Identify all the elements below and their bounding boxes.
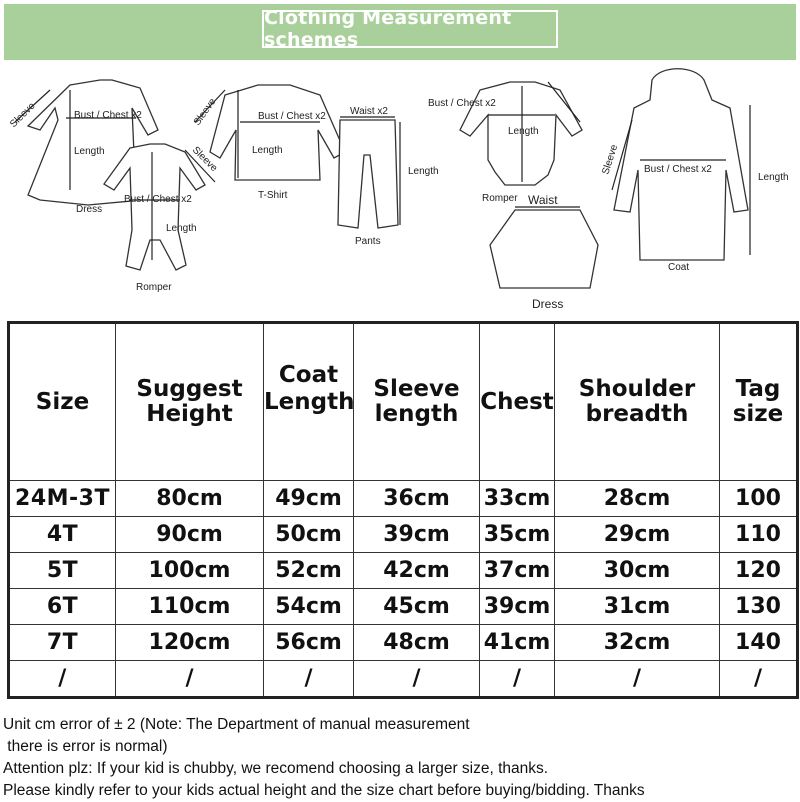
tshirt-length-label: Length	[252, 145, 283, 156]
coat-bust-label: Bust / Chest x2	[644, 164, 712, 175]
cell-height: /	[116, 661, 264, 698]
coat-sleeve-label: Sleeve	[600, 143, 621, 176]
note-line: Attention plz: If your kid is chubby, we recomend choosing a larger size, thanks.	[3, 760, 549, 777]
cell-length: 50cm	[264, 517, 354, 553]
col-size-header: Size	[9, 323, 116, 481]
pants-length-label: Length	[408, 166, 439, 177]
table-row	[9, 481, 798, 517]
tshirt-bust-label: Bust / Chest x2	[258, 111, 326, 122]
romper-length-label: Length	[166, 223, 197, 234]
cell-tag: 110	[720, 517, 798, 553]
cell-size: 7T	[9, 625, 116, 661]
cell-height: 100cm	[116, 553, 264, 589]
cell-chest: 41cm	[480, 625, 555, 661]
cell-shoulder: 32cm	[555, 625, 720, 661]
cell-sleeve: 48cm	[354, 625, 480, 661]
pants-caption: Pants	[355, 236, 381, 247]
table-row	[9, 517, 798, 553]
table-header-row	[9, 323, 798, 481]
cell-shoulder: 31cm	[555, 589, 720, 625]
size-chart-table	[7, 321, 799, 699]
cell-chest: 33cm	[480, 481, 555, 517]
cell-length: 49cm	[264, 481, 354, 517]
coat-length-label: Length	[758, 172, 789, 183]
page-title: Clothing Measurement schemes	[262, 10, 558, 48]
cell-length: 54cm	[264, 589, 354, 625]
romper-caption: Romper	[136, 282, 172, 293]
table-row	[9, 661, 798, 698]
cell-height: 90cm	[116, 517, 264, 553]
cell-shoulder: /	[555, 661, 720, 698]
col-length-header	[264, 323, 354, 481]
tshirt-sleeve-label: Sleeve	[191, 96, 219, 128]
romper-bust-label: Bust / Chest x2	[124, 194, 192, 205]
note-line: there is error is normal)	[3, 738, 168, 755]
romper-long-diagram	[104, 144, 215, 270]
col-shoulder-header: Shoulder breadth	[555, 323, 720, 481]
bodysuit-length-label: Length	[508, 126, 539, 137]
cell-length: 56cm	[264, 625, 354, 661]
bodysuit-bust-label: Bust / Chest x2	[428, 98, 496, 109]
dress-length-label: Length	[74, 146, 105, 157]
cell-sleeve: /	[354, 661, 480, 698]
cell-tag: 140	[720, 625, 798, 661]
bodysuit-caption: Romper	[482, 193, 518, 204]
col-height-header: Suggest Height	[116, 323, 264, 481]
cell-size: 4T	[9, 517, 116, 553]
skirt-caption: Dress	[532, 297, 564, 311]
dress-caption: Dress	[76, 204, 103, 215]
note-line: Unit cm error of ± 2 (Note: The Department of manual measurement	[3, 716, 470, 733]
cell-sleeve: 42cm	[354, 553, 480, 589]
col-sleeve-header: Sleeve length	[354, 323, 480, 481]
romper-sleeve-label: Sleeve	[189, 144, 220, 175]
col-tag-header: Tag size	[720, 323, 798, 481]
cell-tag: /	[720, 661, 798, 698]
size-notes	[3, 714, 800, 802]
cell-chest: /	[480, 661, 555, 698]
cell-size: 6T	[9, 589, 116, 625]
cell-size: /	[9, 661, 116, 698]
cell-chest: 35cm	[480, 517, 555, 553]
coat-label: Coat	[278, 361, 339, 388]
pants-diagram	[338, 117, 400, 228]
table-row	[9, 589, 798, 625]
coat-caption: Coat	[668, 262, 690, 273]
cell-tag: 130	[720, 589, 798, 625]
dress-bust-label: Bust / Chest x2	[74, 110, 142, 121]
cell-chest: 39cm	[480, 589, 555, 625]
measurement-diagrams	[0, 60, 800, 318]
cell-height: 80cm	[116, 481, 264, 517]
length-label: Length	[264, 388, 355, 415]
col-chest-header: Chest	[480, 323, 555, 481]
cell-size: 5T	[9, 553, 116, 589]
cell-length: /	[264, 661, 354, 698]
cell-sleeve: 36cm	[354, 481, 480, 517]
table-row	[9, 553, 798, 589]
cell-sleeve: 45cm	[354, 589, 480, 625]
table-row	[9, 625, 798, 661]
dress-sleeve-label: Sleeve	[8, 100, 38, 131]
cell-height: 110cm	[116, 589, 264, 625]
tshirt-caption: T-Shirt	[258, 190, 288, 201]
cell-tag: 120	[720, 553, 798, 589]
cell-chest: 37cm	[480, 553, 555, 589]
cell-height: 120cm	[116, 625, 264, 661]
cell-sleeve: 39cm	[354, 517, 480, 553]
cell-tag: 100	[720, 481, 798, 517]
cell-shoulder: 28cm	[555, 481, 720, 517]
cell-length: 52cm	[264, 553, 354, 589]
skirt-waist-label: Waist	[528, 193, 558, 207]
cell-shoulder: 30cm	[555, 553, 720, 589]
pants-waist-label: Waist x2	[350, 106, 388, 117]
note-line: Please kindly refer to your kids actual height and the size chart before buying/bidding. Thanks	[3, 782, 645, 799]
skirt-diagram	[490, 207, 598, 288]
cell-shoulder: 29cm	[555, 517, 720, 553]
header-banner	[4, 4, 796, 60]
cell-size: 24M-3T	[9, 481, 116, 517]
